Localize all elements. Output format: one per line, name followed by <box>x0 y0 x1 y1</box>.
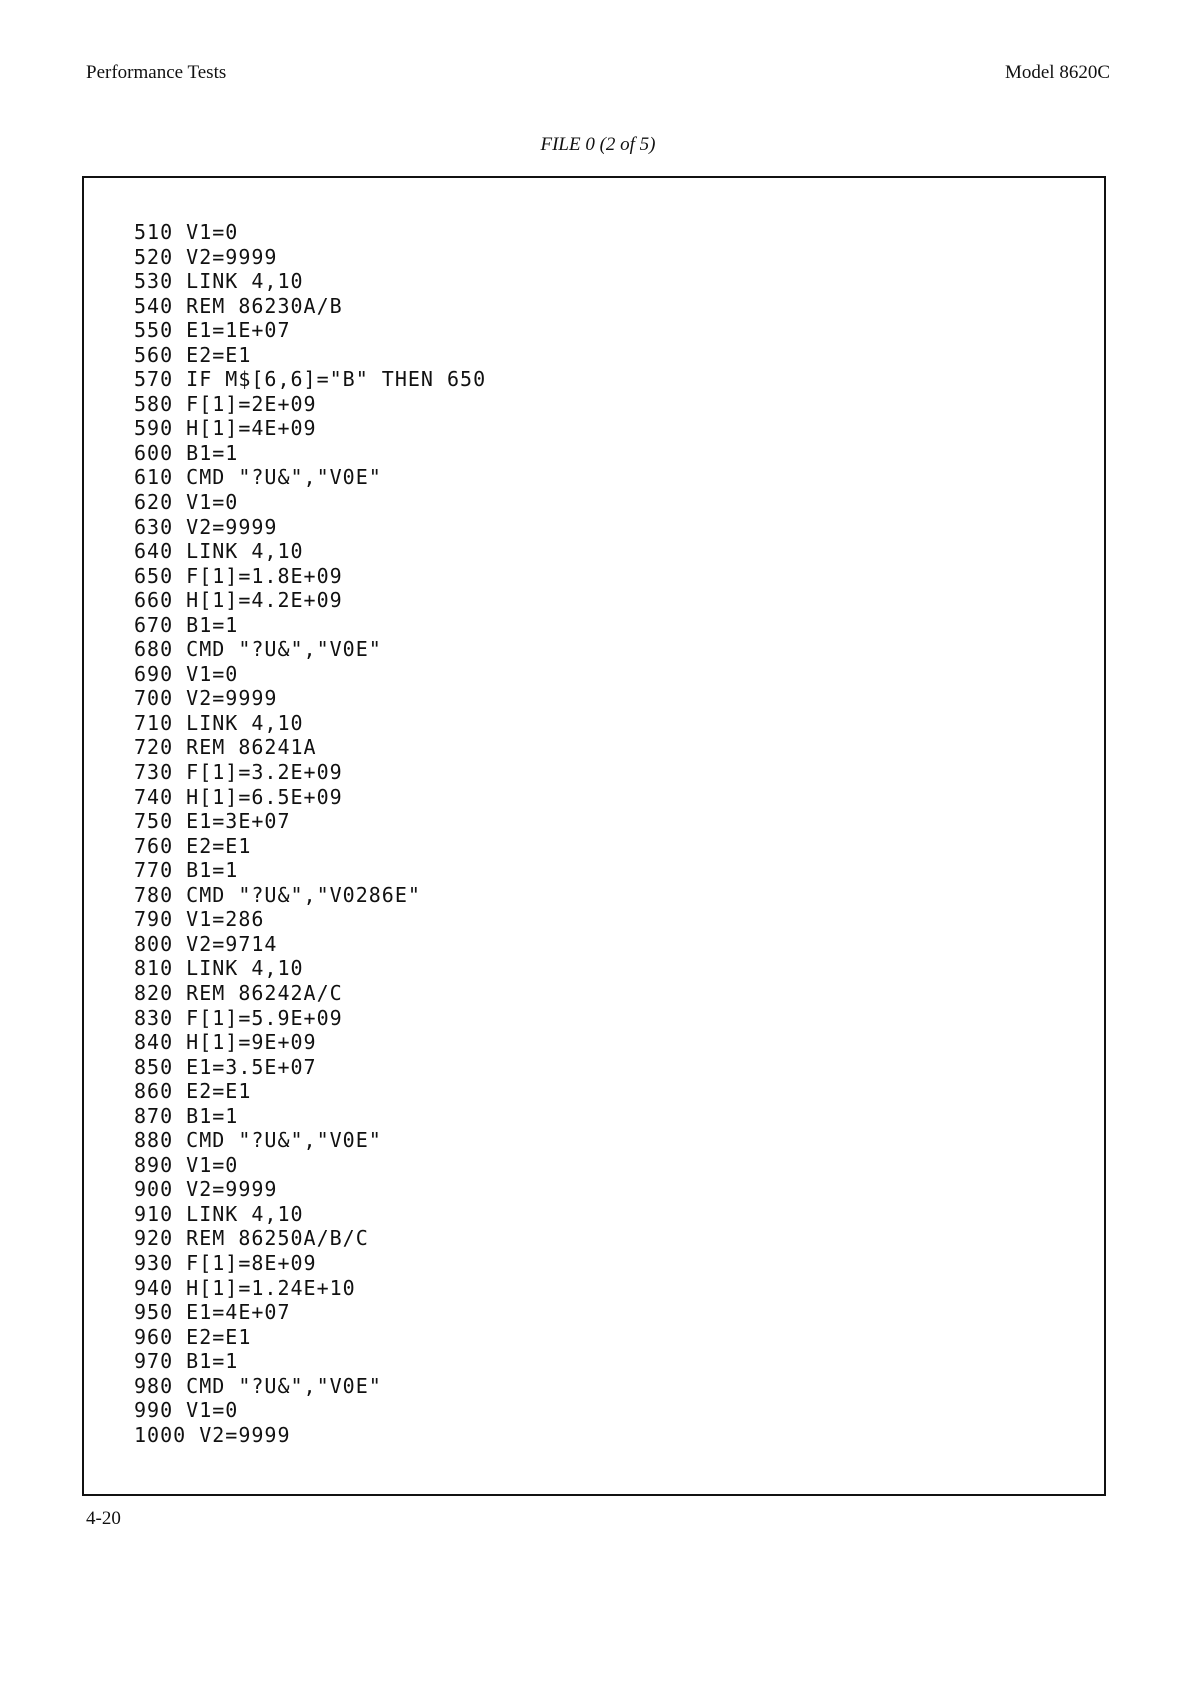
code-line: 780 CMD "?U&","V0286E" <box>134 882 421 907</box>
code-line: 830 F[1]=5.9E+09 <box>134 1005 343 1030</box>
code-line: 620 V1=0 <box>134 490 239 515</box>
code-line: 970 B1=1 <box>134 1349 239 1374</box>
running-header-model: Model 8620C <box>1004 62 1110 83</box>
program-listing-box <box>82 176 1106 1496</box>
code-line: 800 V2=9714 <box>134 931 278 956</box>
code-line: 520 V2=9999 <box>134 244 278 269</box>
code-line: 940 H[1]=1.24E+10 <box>134 1275 356 1300</box>
code-line: 740 H[1]=6.5E+09 <box>134 784 343 809</box>
code-line: 640 LINK 4,10 <box>134 539 304 564</box>
code-line: 690 V1=0 <box>134 661 239 686</box>
code-line: 950 E1=4E+07 <box>134 1300 291 1325</box>
code-line: 650 F[1]=1.8E+09 <box>134 563 343 588</box>
code-line: 980 CMD "?U&","V0E" <box>134 1373 382 1398</box>
code-line: 820 REM 86242A/C <box>134 980 343 1005</box>
program-listing <box>134 220 486 1447</box>
code-line: 670 B1=1 <box>134 612 239 637</box>
code-line: 570 IF M$[6,6]="B" THEN 650 <box>134 367 487 392</box>
code-line: 560 E2=E1 <box>134 342 252 367</box>
code-line: 900 V2=9999 <box>134 1177 278 1202</box>
code-line: 990 V1=0 <box>134 1398 239 1423</box>
code-line: 530 LINK 4,10 <box>134 269 304 294</box>
code-line: 680 CMD "?U&","V0E" <box>134 637 382 662</box>
code-line: 720 REM 86241A <box>134 735 317 760</box>
code-line: 850 E1=3.5E+07 <box>134 1054 317 1079</box>
code-line: 580 F[1]=2E+09 <box>134 391 317 416</box>
code-line: 880 CMD "?U&","V0E" <box>134 1128 382 1153</box>
code-line: 660 H[1]=4.2E+09 <box>134 588 343 613</box>
code-line: 510 V1=0 <box>134 220 239 244</box>
code-line: 730 F[1]=3.2E+09 <box>134 760 343 785</box>
code-line: 960 E2=E1 <box>134 1324 252 1349</box>
code-line: 1000 V2=9999 <box>134 1422 291 1447</box>
code-line: 860 E2=E1 <box>134 1079 252 1104</box>
code-line: 750 E1=3E+07 <box>134 809 291 834</box>
code-line: 700 V2=9999 <box>134 686 278 711</box>
code-line: 890 V1=0 <box>134 1152 239 1177</box>
code-line: 600 B1=1 <box>134 440 239 465</box>
code-line: 770 B1=1 <box>134 858 239 883</box>
code-line: 610 CMD "?U&","V0E" <box>134 465 382 490</box>
code-line: 590 H[1]=4E+09 <box>134 416 317 441</box>
code-line: 630 V2=9999 <box>134 514 278 539</box>
code-line: 710 LINK 4,10 <box>134 710 304 735</box>
code-line: 930 F[1]=8E+09 <box>134 1250 317 1275</box>
code-line: 870 B1=1 <box>134 1103 239 1128</box>
file-caption: FILE 0 (2 of 5) <box>540 134 656 155</box>
code-line: 540 REM 86230A/B <box>134 293 343 318</box>
code-line: 920 REM 86250A/B/C <box>134 1226 369 1251</box>
code-line: 790 V1=286 <box>134 907 265 932</box>
page-number: 4-20 <box>86 1508 121 1529</box>
code-line: 840 H[1]=9E+09 <box>134 1030 317 1055</box>
code-line: 910 LINK 4,10 <box>134 1201 304 1226</box>
code-line: 550 E1=1E+07 <box>134 318 291 343</box>
code-line: 810 LINK 4,10 <box>134 956 304 981</box>
code-line: 760 E2=E1 <box>134 833 252 858</box>
running-header-section: Performance Tests <box>86 62 227 83</box>
